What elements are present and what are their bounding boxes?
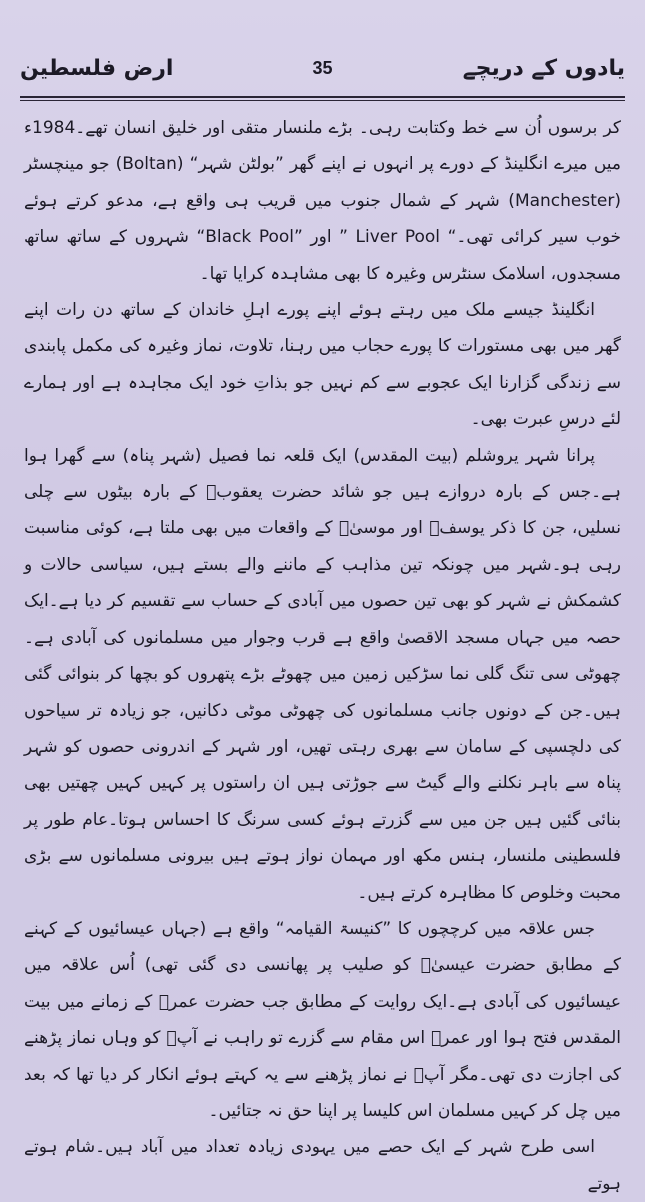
paragraph-1: کر برسوں اُن سے خط وکتابت رہی۔ بڑے ملنسار متقی اور خلیق انسان تھے۔1984ء میں میرے انگلینڈ کے دورے پر انہوں نے اپنے گھر ”بولٹن شہر“ (Boltan) جو مینچسٹر (Manchester) شہر کے شمال جنوب میں قریب ہی واقع ہے، مدعو کرتے ہوئے خوب سیر کرائی تھی۔“ Liver Pool ” اور ”Black Pool“ شہروں کے ساتھ ساتھ مسجدوں، اسلامک سنٹرس وغیرہ کا بھی مشاہدہ کرایا تھا۔ [24,118,621,284]
book-title: یادوں کے دریچے [462,56,625,81]
page-number: 35 [312,58,333,78]
header-rule [20,96,625,98]
chapter-title: ارض فلسطین [20,56,174,81]
paragraph-4: جس علاقہ میں کرچچوں کا ”کنیسۃ القیامہ“ واقع ہے (جہاں عیسائیوں کے کہنے کے مطابق حضرت عیسیٰؑ کو صلیب پر پھانسی دی گئی تھی) اُس علاقہ میں عیسائیوں کی آبادی ہے۔ایک روایت کے مطابق جب حضرت عمرؓ کے زمانے میں بیت المقدس فتح ہوا اور عمرؓ اس مقام سے گزرے تو راہب نے آپؓ کو وہاں نماز پڑھنے کی اجازت دی تھی۔مگر آپؓ نے نماز پڑھنے سے یہ کہتے ہوئے انکار کر دیا تھا کہ بعد میں چل کر کہیں مسلمان اس کلیسا پر اپنا حق نہ جتائیں۔ [24,918,621,1121]
page-header [20,52,625,94]
paragraph-2: انگلینڈ جیسے ملک میں رہتے ہوئے اپنے پورے اہلِ خاندان کے ساتھ دن رات اپنے گھر میں بھی مستورات کا پورے حجاب میں رہنا، تلاوت، نماز وغیرہ کی مکمل پابندی سے زندگی گزارنا ایک عجوبے سے کم نہیں جو بذاتِ خود ایک مجاہدہ ہے اور ہمارے لئے درسِ عبرت بھی۔ [24,300,621,430]
page-body [24,110,621,1202]
paragraph-3: پرانا شہر یروشلم (بیت المقدس) ایک قلعہ نما فصیل (شہر پناہ) سے گھرا ہوا ہے۔جس کے بارہ دروازے ہیں جو شائد حضرت یعقوبؑ کے بارہ بیٹوں سے چلی نسلیں، جن کا ذکر یوسفؑ اور موسیٰؑ کے واقعات میں بھی ملتا ہے، کوئی مناسبت رہی ہو۔شہر میں چونکہ تین مذاہب کے ماننے والے بستے ہیں، سیاسی حالات و کشمکش نے شہر کو بھی تین حصوں میں آبادی کے حساب سے تقسیم کر دیا ہے۔ایک حصہ میں جہاں مسجد الاقصیٰ واقع ہے قرب وجوار میں مسلمانوں کی آبادی ہے۔چھوٹی سی تنگ گلی نما سڑکیں زمین میں چھوٹے بڑے پتھروں کو بچھا کر بنوائی گئی ہیں۔جن کے دونوں جانب مسلمانوں کی چھوٹی موٹی دکانیں، جو زیادہ تر سیاحوں کی دلچسپی کے سامان سے بھری رہتی تھیں، اور شہر کے اندرونی حصوں کو شہر پناہ سے باہر نکلنے والے گیٹ سے جوڑتی ہیں ان راستوں پر کہیں کہیں چھتیں بھی بنائی گئیں ہیں جن میں سے گزرتے ہوئے کسی سرنگ کا احساس ہوتا۔عام طور پر فلسطینی ملنسار، ہنس مکھ اور مہمان نواز ہوتے ہیں بیرونی مسلمانوں سے بڑی محبت وخلوص کا مظاہرہ کرتے ہیں۔ [24,445,621,903]
header-rule-thin [20,100,625,101]
paragraph-5: اسی طرح شہر کے ایک حصے میں یہودی زیادہ تعداد میں آباد ہیں۔شام ہوتے ہوتے [24,1137,621,1194]
